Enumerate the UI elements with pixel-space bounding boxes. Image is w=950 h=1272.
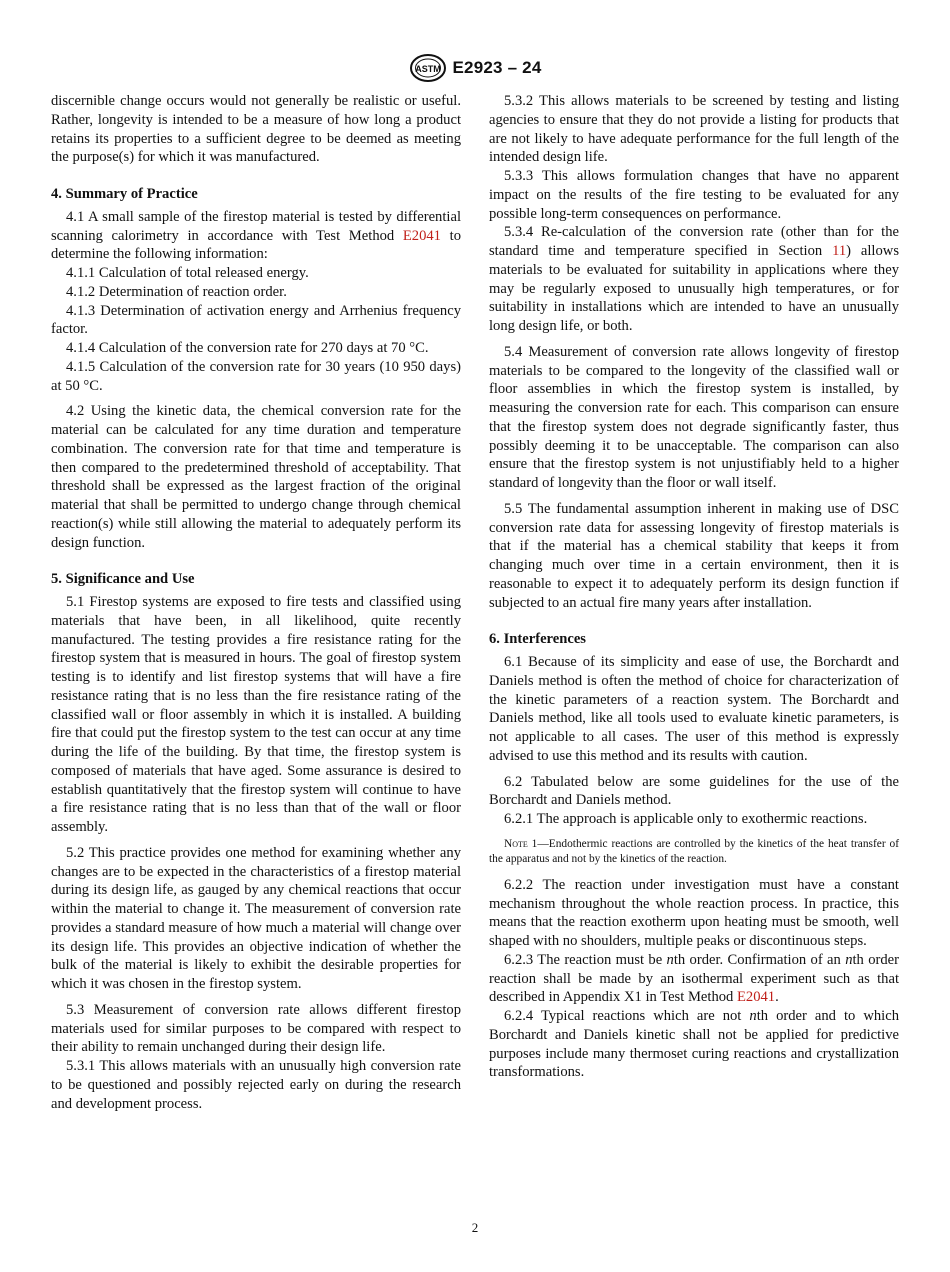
note-text: —Endothermic reactions are controlled by the kinetics of the heat transfer of the apparatus and not by the kinetics of the reaction. xyxy=(489,837,899,866)
logo-text: ASTM xyxy=(414,64,441,74)
note-label: Note 1 xyxy=(504,837,538,850)
note-1 xyxy=(489,837,899,868)
paragraph-6-2-1: 6.2.1 The approach is applicable only to exothermic reactions. xyxy=(504,811,868,827)
paragraph-6-2-2: 6.2.2 The reaction under investigation must have a constant mechanism throughout the whole reaction process. In practice, this means that the reaction exotherm upon heating must be smooth, well shaped with no shoulders, multiple peaks or discontinuous steps. xyxy=(489,876,899,949)
paragraph-6-2-3: 6.2.3 The reaction must be nth order. Confirmation of an nth order reaction shall be made by an isothermal experiment such as that described in Appendix X1 in Test Method E2041. xyxy=(489,951,899,1006)
paragraph-5-2: 5.2 This practice provides one method for examining whether any changes are to be expected in the characteristics of a firestop material during its design life, as gauged by any chemical reactions that occur within the material to change it. The measurement of conversion rate provides a standard measure of how much a material will change over its design life. This provides an objective indication of whether the bulk of the material is likely to exhibit the desirable properties for which it was chosen in the firestop system. xyxy=(51,844,461,992)
paragraph-5-3-4: 5.3.4 Re-calculation of the conversion rate (other than for the standard time and temperature specified in Section 11) allows materials to be evaluated for suitability in applications where they may be regularly exposed to unusually high temperatures, or for suitability in installations which are intended to have an unusually long design life, or both. xyxy=(489,224,899,334)
paragraph-6-2-4: 6.2.4 Typical reactions which are not nth order and to which Borchardt and Daniels kinetic shall not be applied for predictive purposes include many thermoset curing reactions and crystallization transformations. xyxy=(489,1008,900,1081)
paragraph-5-1: 5.1 Firestop systems are exposed to fire tests and classified using materials that have been, in all likelihood, quite recently manufactured. The testing provides a fire resistance rating for the firestop system that is measured in hours. The goal of firestop system testing is to identify and list firestop systems that will have a fire resistance rating that is no less than the fire resistance rating of the classified wall or floor assembly in which it is installed. A building fire that could put the firestop system to the test can occur at any time during the life of the building. By that time, the firestop system is composed of materials that have aged. Some assurance is desired to establish quantitatively that the firestop system will continue to have a fire resistance rating that is no less than that of the wall or floor assembly. xyxy=(51,594,461,835)
intro-paragraph: discernible change occurs would not generally be realistic or useful. Rather, longevity is intended to be a measure of how long a product retains its properties to a sufficient degree to be deemed as meeting the purpose(s) for which it was manufactured. xyxy=(51,93,461,166)
right-column xyxy=(489,92,899,1082)
section-heading-6: 6. Interferences xyxy=(489,631,586,648)
paragraph-4-1-5: 4.1.5 Calculation of the conversion rate for 30 years (10 950 days) at 50 °C. xyxy=(51,358,461,394)
page-header xyxy=(0,52,950,84)
paragraph-4-2: 4.2 Using the kinetic data, the chemical conversion rate for the material can be calculated for any time duration and temperature combination. The conversion rate for that time and temperature is then compared to the predetermined threshold of acceptability. That threshold shall be expressed as the largest fraction of the original material that shall be permitted to undergo change through chemical reaction(s) while still allowing the material to adequately perform its design function. xyxy=(51,403,461,551)
paragraph-6-1: 6.1 Because of its simplicity and ease of use, the Borchardt and Daniels method is often the method of choice for characterization of the kinetic parameters of a reaction system. The Borchardt and Daniels method, like all tools used to evaluate kinetic parameters, is not applicable to all cases. The user of this method is expressly advised to use this method and its results with caution. xyxy=(489,654,899,764)
section-heading-5: 5. Significance and Use xyxy=(51,571,195,588)
designation: E2923 – 24 xyxy=(452,58,542,77)
paragraph-5-3-2: 5.3.2 This allows materials to be screened by testing and listing agencies to ensure that they do not provide a listing for products that are not likely to have adequate performance for the full length of the intended design life. xyxy=(489,93,899,166)
paragraph-5-3-1: 5.3.1 This allows materials with an unusually high conversion rate to be questioned and possibly rejected early on during the research and development process. xyxy=(51,1058,461,1112)
page-number: 2 xyxy=(471,1220,479,1235)
paragraph-6-2: 6.2 Tabulated below are some guidelines for the use of the Borchardt and Daniels method. xyxy=(489,773,899,809)
paragraph-5-3: 5.3 Measurement of conversion rate allows different firestop materials used for similar purposes to be compared with respect to their ability to remain unchanged during their design life. xyxy=(51,1001,461,1056)
paragraph-4-1-3: 4.1.3 Determination of activation energy and Arrhenius frequency factor. xyxy=(51,302,461,338)
paragraph-4-1-1: 4.1.1 Calculation of total released energy. xyxy=(66,265,309,281)
paragraph-5-4: 5.4 Measurement of conversion rate allows longevity of firestop materials to be compared to the longevity of the classified wall or floor assemblies in which the firestop system is installed, by measuring the conversion rate for each. This comparison can ensure that the firestop system does not degrade significantly faster, thus possibly deeming it to be unacceptable. The comparison can also ensure that the firestop system is not unjustifiably held to a higher standard of longevity than the floor or wall itself. xyxy=(489,343,899,491)
ref-link-section-11[interactable]: 11 xyxy=(832,243,847,259)
paragraph-4-1-2: 4.1.2 Determination of reaction order. xyxy=(66,283,287,300)
ref-link-e2041[interactable]: E2041 xyxy=(402,227,441,244)
paragraph-5-5: 5.5 The fundamental assumption inherent in making use of DSC conversion rate data for assessing longevity of firestop materials is that if the material has a chemical stability that keeps it from changing much over time in a certain environment, then it is reasonable to expect it to adequately perform its design function if subjected to an actual fire many years after installation. xyxy=(489,500,899,611)
left-column xyxy=(51,92,461,1113)
astm-logo-icon xyxy=(409,53,447,83)
paragraph-4-1: 4.1 A small sample of the firestop material is tested by differential scanning calorimetry in accordance with Test Method E2041 to determine the following information: xyxy=(51,208,461,263)
paragraph-5-3-3: 5.3.3 This allows formulation changes that have no apparent impact on the results of the fire testing to be evaluated for any possible long-term consequences on performance. xyxy=(489,168,899,222)
section-heading-4: 4. Summary of Practice xyxy=(51,186,198,202)
ref-link-e2041-2[interactable]: E2041 xyxy=(737,989,776,1006)
paragraph-4-1-4: 4.1.4 Calculation of the conversion rate for 270 days at 70 °C. xyxy=(66,340,429,356)
